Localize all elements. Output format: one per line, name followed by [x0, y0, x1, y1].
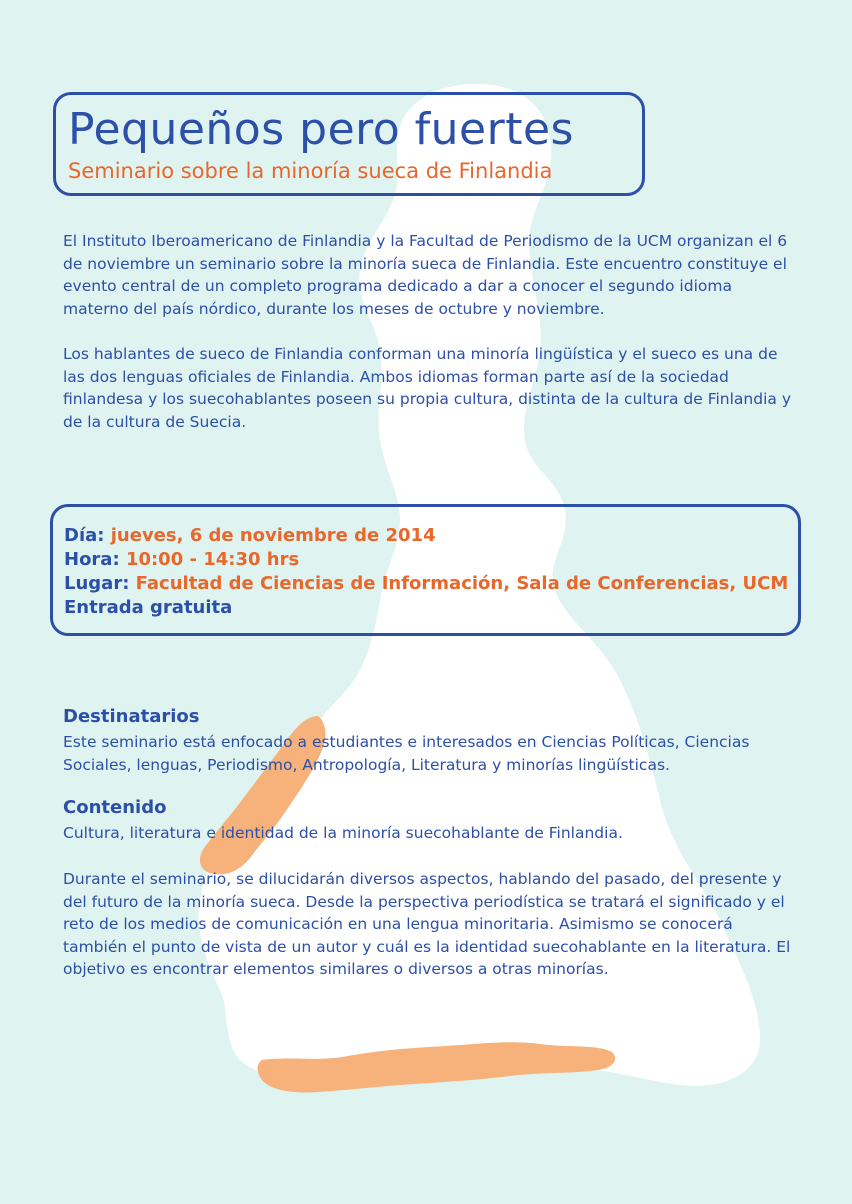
info-time [64, 548, 798, 572]
info-date [64, 524, 798, 548]
page-subtitle: Seminario sobre la minoría sueca de Finlandia [68, 159, 553, 183]
info-place-value: Facultad de Ciencias de Información, Sala de Conferencias, UCM [135, 573, 789, 594]
info-date-label: Día: [64, 525, 105, 546]
contenido-heading: Contenido [63, 797, 167, 818]
event-info-box [50, 504, 801, 636]
info-time-label: Hora: [64, 549, 120, 570]
intro-paragraph-2: Los hablantes de sueco de Finlandia conforman una minoría lingüística y el sueco es una de las dos lenguas oficiales de Finlandia. Ambos idiomas forman parte así de la sociedad finlandesa y los suecohablantes poseen su propia cultura, distinta de la cultura de Finlandia y de la cultura de Suecia. [63, 345, 791, 431]
destinatarios-heading: Destinatarios [63, 706, 200, 727]
info-time-value: 10:00 - 14:30 hrs [125, 549, 300, 570]
info-date-value: jueves, 6 de noviembre de 2014 [110, 525, 436, 546]
contenido-text-2: Durante el seminario, se dilucidarán diversos aspectos, hablando del pasado, del presente y del futuro de la minoría sueca. Desde la perspectiva periodística se tratará el significado y el reto de los medios de comunicación en una lengua minoritaria. Asimismo se conocerá también el punto de vista de un autor y cuál es la identidad suecohablante en la literatura. El objetivo es encontrar elementos similares o diversos a otras minorías. [63, 870, 791, 978]
info-entrance: Entrada gratuita [64, 597, 233, 618]
intro-paragraph-1: El Instituto Iberoamericano de Finlandia y la Facultad de Periodismo de la UCM organizan el 6 de noviembre un seminario sobre la minoría sueca de Finlandia. Este encuentro constituye el evento central de un completo programa dedicado a dar a conocer el segundo idioma materno del país nórdico, durante los meses de octubre y noviembre. [63, 232, 788, 318]
destinatarios-text: Este seminario está enfocado a estudiantes e interesados en Ciencias Políticas, Ciencias Sociales, lenguas, Periodismo, Antropología, Literatura y minorías lingüísticas. [63, 733, 750, 774]
contenido-text-1: Cultura, literatura e identidad de la minoría suecohablante de Finlandia. [63, 824, 623, 842]
info-place-label: Lugar: [64, 573, 130, 594]
info-place [64, 572, 798, 596]
page-title: Pequeños pero fuertes [68, 104, 574, 155]
title-box [53, 92, 645, 196]
